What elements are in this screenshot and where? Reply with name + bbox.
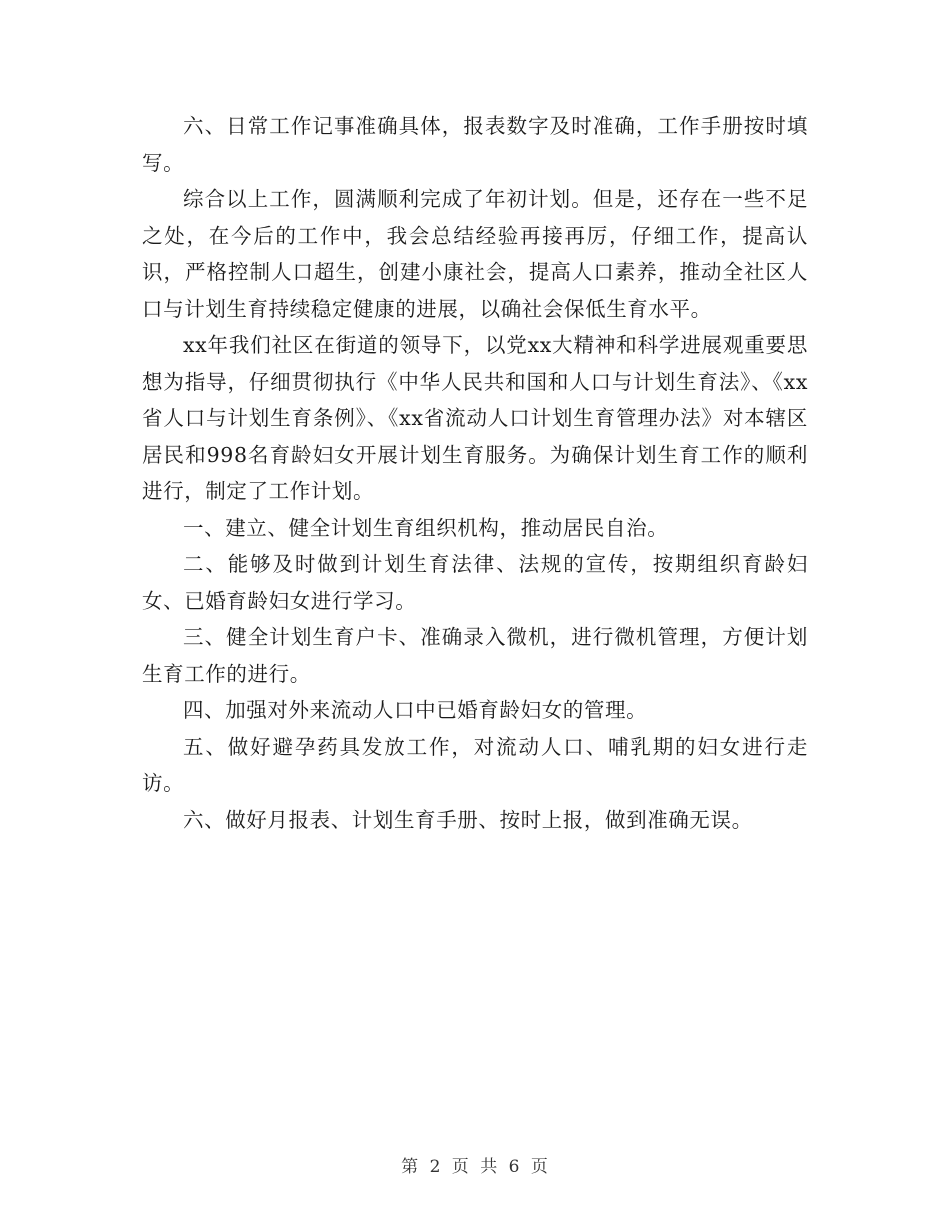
paragraph-7: 四、加强对外来流动人口中已婚育龄妇女的管理。 <box>183 698 648 722</box>
paragraph-2: 综合以上工作，圆满顺利完成了年初计划。但是，还存在一些不足之处，在今后的工作中，我会总结经验再接再厉，仔细工作，提高认识，严格控制人口超生，创建小康社会，提高人口素养，推动全社区人口与计划生育持续稳定健康的进展，以确社会保低生育水平。 <box>142 187 808 321</box>
paragraph-9: 六、做好月报表、计划生育手册、按时上报，做到准确无误。 <box>183 807 753 832</box>
paragraph-4: 一、建立、健全计划生育组织机构，推动居民自治。 <box>183 515 669 540</box>
page-number-footer: 第 2 页 共 6 页 <box>401 1157 549 1177</box>
paragraph-3: xx年我们社区在街道的领导下，以党xx大精神和科学进展观重要思想为指导，仔细贯彻执行《中华人民共和国和人口与计划生育法》、《xx省人口与计划生育条例》、《xx省流动人口计划生育管理办法》对本辖区居民和998名育龄妇女开展计划生育服务。为确保计划生育工作的顺利进行，制定了工作计划。 <box>142 333 808 503</box>
paragraph-1: 六、日常工作记事准确具体，报表数字及时准确，工作手册按时填写。 <box>142 114 808 175</box>
document-body <box>142 108 808 838</box>
paragraph-5: 二、能够及时做到计划生育法律、法规的宣传，按期组织育龄妇女、已婚育龄妇女进行学习。 <box>142 552 808 613</box>
paragraph-8: 五、做好避孕药具发放工作，对流动人口、哺乳期的妇女进行走访。 <box>142 734 808 795</box>
paragraph-6: 三、健全计划生育户卡、准确录入微机，进行微机管理，方便计划生育工作的进行。 <box>142 625 808 686</box>
